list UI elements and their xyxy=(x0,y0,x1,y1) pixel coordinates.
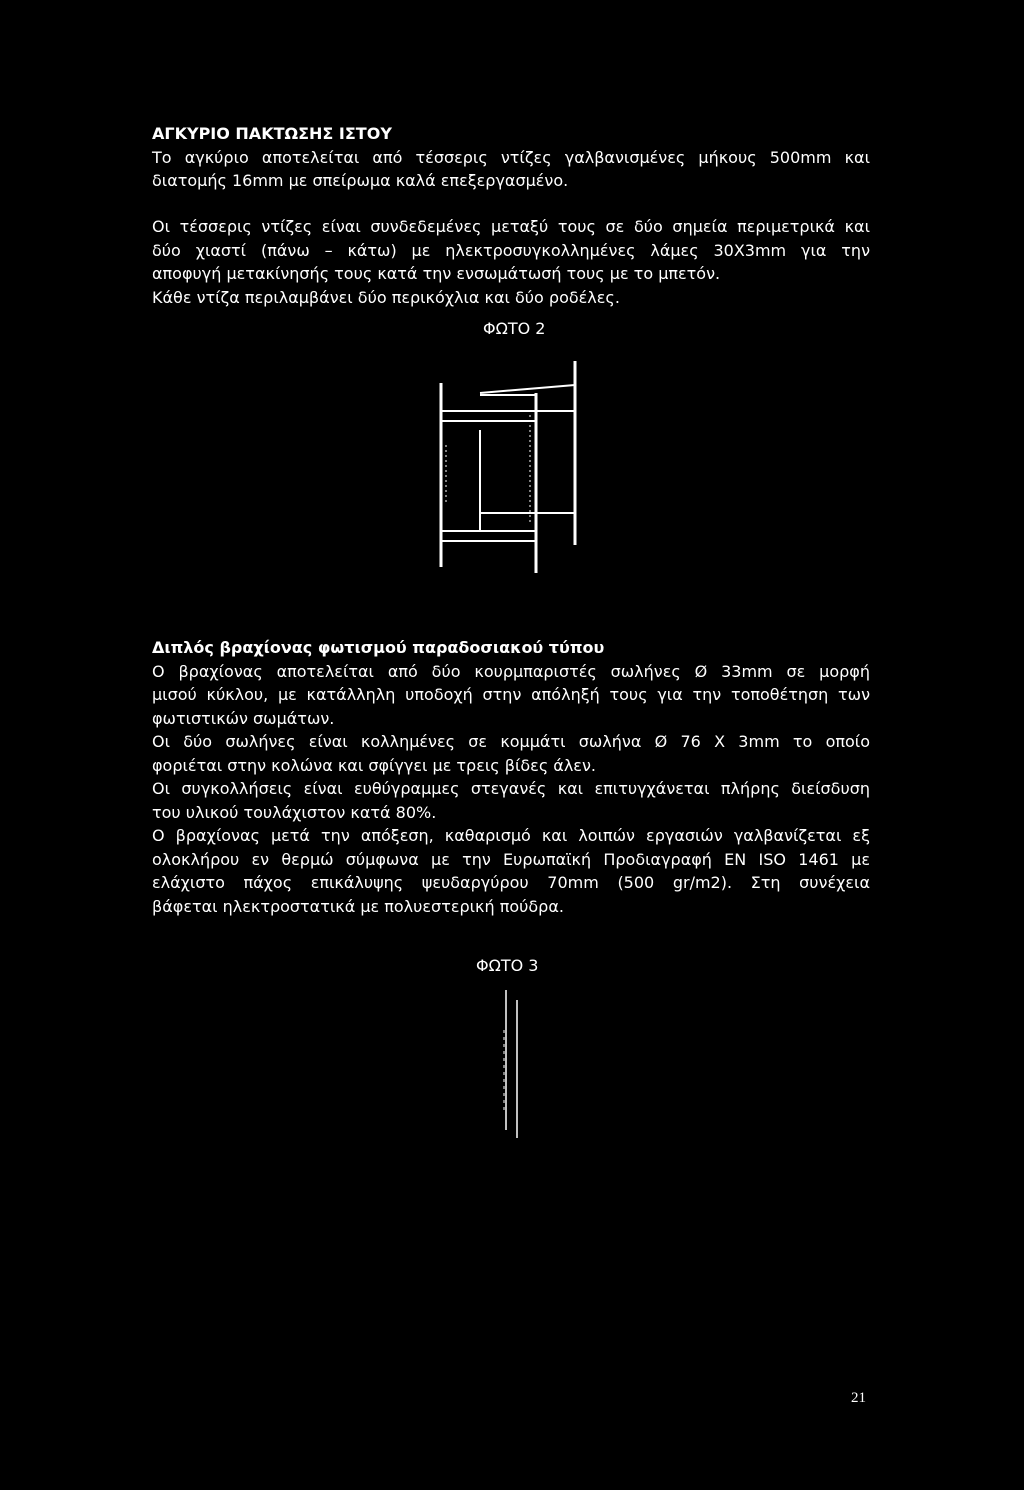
paragraph-line: Οι συγκολλήσεις είναι ευθύγραμμες στεγανές και επιτυγχάνεται πλήρης διείσδυση xyxy=(152,779,870,798)
paragraph-line: φοριέται στην κολώνα και σφίγγει με τρεις βίδες άλεν. xyxy=(152,755,596,775)
section-bracket xyxy=(152,636,870,918)
paragraph-line: φωτιστικών σωμάτων. xyxy=(152,708,335,728)
paragraph-line: δύο χιαστί (πάνω – κάτω) με ηλεκτροσυγκολλημένες λάμες 30Χ3mm για την xyxy=(152,240,870,260)
section-anchor xyxy=(152,122,870,193)
paragraph-line: Οι δύο σωλήνες είναι κολλημένες σε κομμάτι σωλήνα Ø 76 Χ 3mm το οποίο xyxy=(152,732,870,751)
section-anchor-paragraph-2 xyxy=(152,215,870,309)
paragraph-line: μισού κύκλου, με κατάλληλη υποδοχή στην απόληξή τους για την τοποθέτηση των xyxy=(152,685,870,704)
page-number: 21 xyxy=(851,1390,866,1406)
paragraph-line: Κάθε ντίζα περιλαμβάνει δύο περικόχλια και δύο ροδέλες. xyxy=(152,287,620,307)
paragraph-line: Ο βραχίονας αποτελείται από δύο κουρμπαριστές σωλήνες Ø 33mm σε μορφή xyxy=(152,661,870,681)
paragraph-line: Ο βραχίονας μετά την απόξεση, καθαρισμό και λοιπών εργασιών γαλβανίζεται εξ xyxy=(152,826,870,845)
paragraph-line: διατομής 16mm με σπείρωμα καλά επεξεργασμένο. xyxy=(152,171,569,190)
section-title-anchor: ΑΓΚΥΡΙΟ ΠΑΚΤΩΣΗΣ ΙΣΤΟΥ xyxy=(152,124,392,143)
bracket-pole-drawing xyxy=(495,990,535,1140)
paragraph-line: Το αγκύριο αποτελείται από τέσσερις ντίζες γαλβανισμένες μήκους 500mm και xyxy=(152,147,870,167)
anchor-cage-drawing xyxy=(432,355,592,575)
photo-caption-2: ΦΩΤΟ 2 xyxy=(483,319,546,338)
paragraph-line: του υλικού τουλάχιστον κατά 80%. xyxy=(152,802,437,822)
paragraph-line: Οι τέσσερις ντίζες είναι συνδεδεμένες μεταξύ τους σε δύο σημεία περιμετρικά και xyxy=(152,217,870,236)
paragraph-line: ελάχιστο πάχος επικάλυψης ψευδαργύρου 70mm (500 gr/m2). Στη συνέχεια xyxy=(152,873,870,892)
photo-caption-3: ΦΩΤΟ 3 xyxy=(476,956,539,975)
paragraph-line: βάφεται ηλεκτροστατικά με πολυεστερική πούδρα. xyxy=(152,896,564,916)
paragraph-line: αποφυγή μετακίνησής τους κατά την ενσωμάτωσή τους με το μπετόν. xyxy=(152,264,721,283)
paragraph-line: ολοκλήρου εν θερμώ σύμφωνα με την Ευρωπαϊκή Προδιαγραφή ΕΝ ISO 1461 με xyxy=(152,849,870,869)
section-title-bracket: Διπλός βραχίονας φωτισμού παραδοσιακού τύπου xyxy=(152,638,605,657)
